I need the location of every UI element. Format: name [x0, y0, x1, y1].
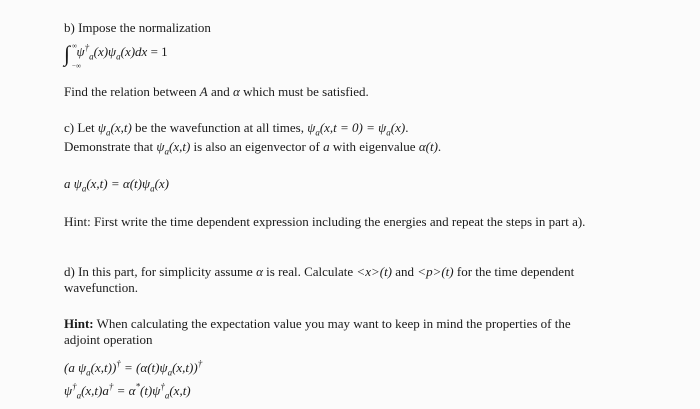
- part-c-line2: Demonstrate that $\psi_a(x,t)$ is also an eigenvector of a with eigenvalue α(t).: [64, 139, 442, 157]
- part-c-hint: Hint: First write the time dependent expression including the energies and repeat the steps in part a).: [64, 214, 586, 229]
- normalization-equation: ∫ ∞ −∞ $\psi^\dagger_a(x)\psi_a(x)dx = 1$: [64, 41, 168, 70]
- eigenvalue-equation: a $\psi_a(x,t) = \alpha(t)\psi_a(x)$: [64, 176, 169, 194]
- part-d-hint: Hint: When calculating the expectation value you may want to keep in mind the properties of the adjoint operation: [64, 316, 571, 347]
- integral-sign: ∫ ∞ −∞: [64, 41, 81, 70]
- part-c-line1: c) Let $\psi_a(x,t)$ be the wavefunction at all times, $\psi_a(x,t = 0) = \psi_a(x)$.: [64, 120, 409, 138]
- part-d-text: d) In this part, for simplicity assume α is real. Calculate <x>(t) and <p>(t) for the time dependent wavefunction.: [64, 264, 575, 295]
- part-b-heading: b) Impose the normalization: [64, 20, 211, 35]
- adjoint-equation-2: $\psi^\dagger_a(x,t)a^\dagger = \alpha^*(t)\psi^\dagger_a(x,t)$: [64, 381, 191, 401]
- adjoint-equation-1: (a $\psi_a(x,t))^\dagger = (\alpha(t)\psi_a(x,t))^\dagger$: [64, 358, 203, 378]
- find-relation-text: Find the relation between A and α which must be satisfied.: [64, 84, 369, 99]
